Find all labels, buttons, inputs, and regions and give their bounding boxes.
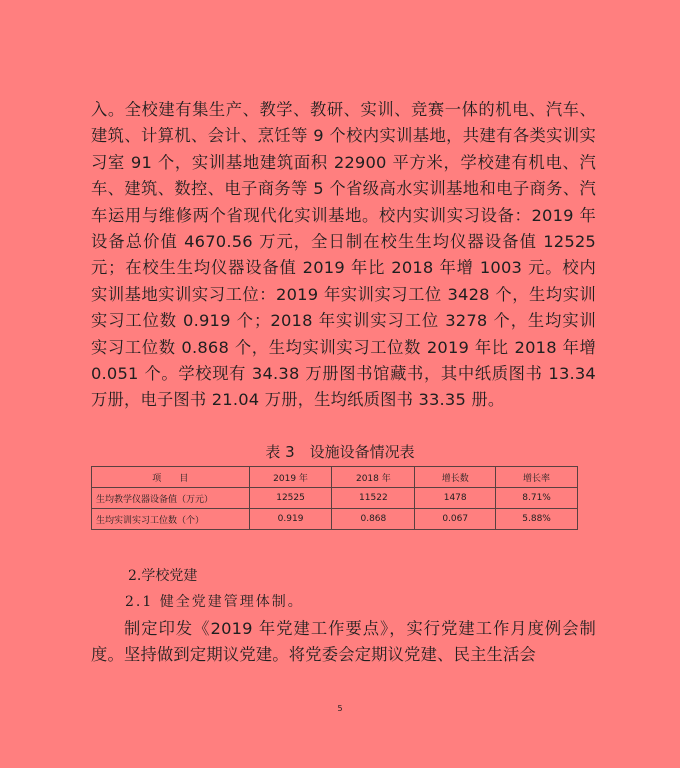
table-cell: 生均实训实习工位数（个） [92, 509, 250, 530]
subsection-heading: 2.1 健全党建管理体制。 [125, 594, 304, 610]
table-cell: 12525 [249, 488, 332, 509]
table-cell: 0.919 [249, 509, 332, 530]
table-header-cell: 增长数 [415, 467, 496, 488]
page-number: 5 [337, 704, 343, 713]
table-header-cell: 项 目 [92, 467, 250, 488]
table-header-row [92, 467, 578, 488]
table-cell: 11522 [332, 488, 415, 509]
table-cell: 8.71% [496, 488, 578, 509]
table-row [92, 488, 578, 509]
table-cell: 0.067 [415, 509, 496, 530]
table-header-cell: 增长率 [496, 467, 578, 488]
table-cell: 1478 [415, 488, 496, 509]
table-caption: 表 3 设施设备情况表 [265, 443, 415, 461]
section-heading: 2.学校党建 [128, 568, 198, 584]
table-cell: 5.88% [496, 509, 578, 530]
table-header-cell: 2018 年 [332, 467, 415, 488]
table-header-cell: 2019 年 [249, 467, 332, 488]
table-row [92, 509, 578, 530]
body-paragraph: 入。全校建有集生产、教学、教研、实训、竞赛一体的机电、汽车、建筑、计算机、会计、烹饪等 9 个校内实训基地，共建有各类实训实习室 91 个，实训基地建筑面积 22900 平方米，学校建有机电、汽车、建筑、数控、电子商务等 5 个省级高水实训基地和电子商务、汽车运用与维修两个省现代化实训基地。校内实训实习设备：2019 年设备总价值 4670.56 万元，全日制在校生生均仪器设备值 12525 元；在校生生均仪器设备值 2019 年比 2018 年增 1003 元。校内实训基地实训实习工位：2019 年实训实习工位 3428 个，生均实训实习工位数 0.919 个；2018 年实训实习工位 3278 个，生均实训实习工位数 0.868 个，生均实训实习工位数 2019 年比 2018 年增 0.051 个。学校现有 34.38 万册图书馆藏书，其中纸质图书 13.34 万册，电子图书 21.04 万册，生均纸质图书 33.35 册。 [91, 100, 596, 410]
facilities-table [91, 466, 578, 530]
table-cell: 生均教学仪器设备值（万元） [92, 488, 250, 509]
table-cell: 0.868 [332, 509, 415, 530]
body-paragraph: 制定印发《2019 年党建工作要点》，实行党建工作月度例会制度。坚持做到定期议党建。将党委会定期议党建、民主生活会 [91, 619, 596, 665]
